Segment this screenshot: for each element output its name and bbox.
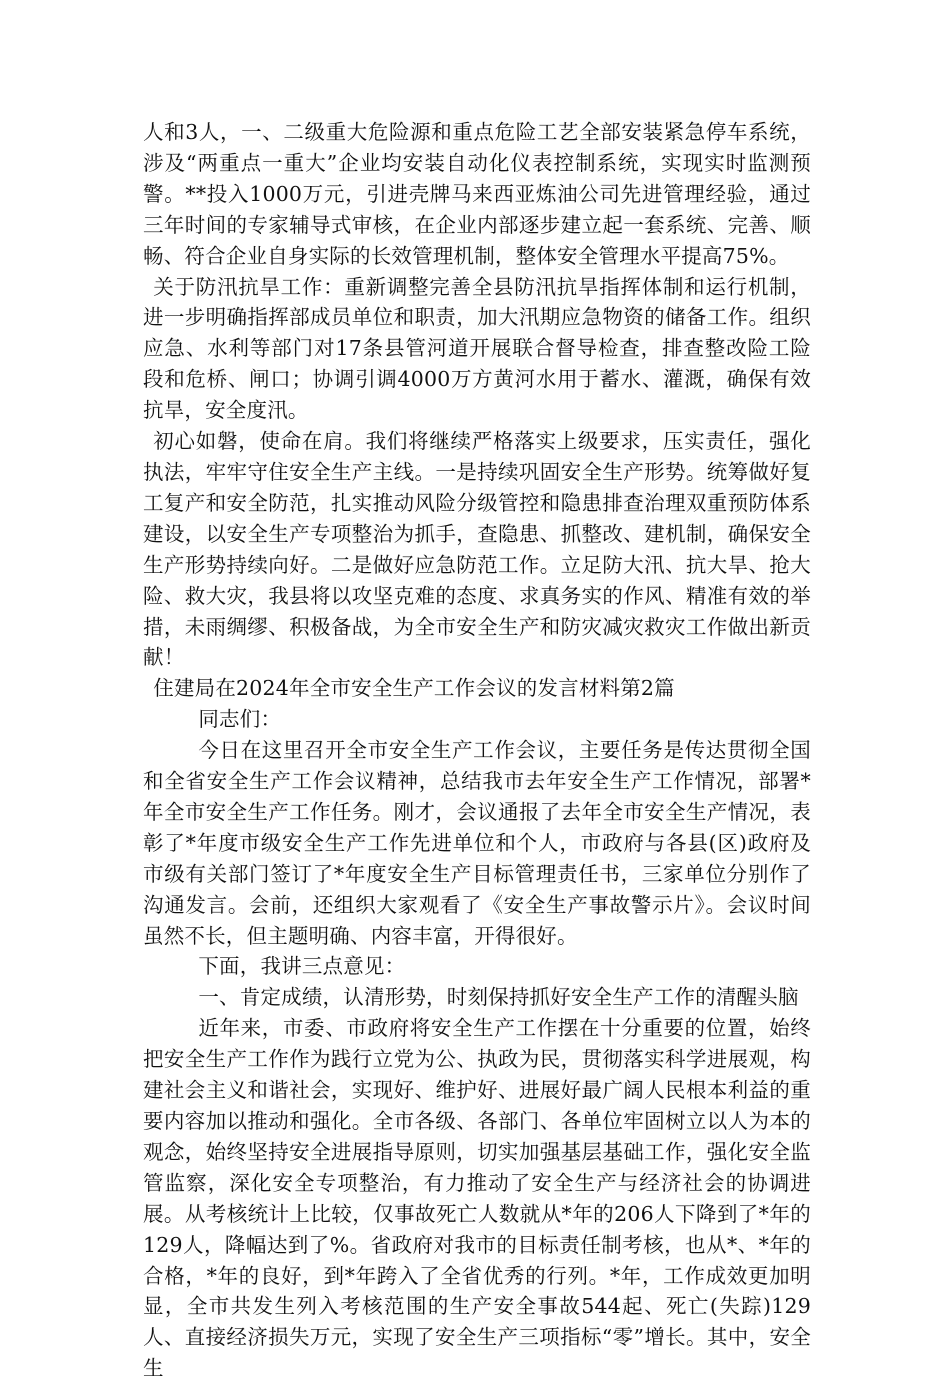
paragraph-mission: 初心如磐，使命在肩。我们将继续严格落实上级要求，压实责任，强化执法，牢牢守住安全生产主线。一是持续巩固安全生产形势。统筹做好复工复产和安全防范，扎实推动风险分级管控和隐患排查治理双重预防体系建设，以安全生产专项整治为抓手，查隐患、抓整改、建机制，确保安全生产形势持续向好。二是做好应急防范工作。立足防大汛、抗大旱、抢大险、救大灾，我县将以攻坚克难的态度、求真务实的作风、精准有效的举措，未雨绸缪、积极备战，为全市安全生产和防灾减灾救灾工作做出新贡献！	[143, 429, 811, 670]
heading-point-one: 一、肯定成绩，认清形势，时刻保持抓好安全生产工作的清醒头脑	[198, 985, 799, 1010]
document-body	[143, 117, 811, 1384]
paragraph-hazard-sources: 人和3人，一、二级重大危险源和重点危险工艺全部安装紧急停车系统，涉及“两重点一重大”企业均安装自动化仪表控制系统，实现实时监测预警。**投入1000万元，引进壳牌马来西亚炼油公司先进管理经验，通过三年时间的专家辅导式审核，在企业内部逐步建立起一套系统、完善、顺畅、符合企业自身实际的长效管理机制，整体安全管理水平提高75%。	[143, 120, 811, 268]
paragraph-flood-drought: 关于防汛抗旱工作：重新调整完善全县防汛抗旱指挥体制和运行机制，进一步明确指挥部成员单位和职责，加大汛期应急物资的储备工作。组织应急、水利等部门对17条县管河道开展联合督导检查，排查整改险工险段和危桥、闸口；协调引调4000万方黄河水用于蓄水、灌溉，确保有效抗旱，安全度汛。	[143, 274, 811, 423]
section-title: 住建局在2024年全市安全生产工作会议的发言材料第2篇	[153, 676, 675, 701]
salutation: 同志们：	[198, 707, 282, 732]
paragraph-achievements: 近年来，市委、市政府将安全生产工作摆在十分重要的位置，始终把安全生产工作作为践行立党为公、执政为民，贯彻落实科学进展观，构建社会主义和谐社会，实现好、维护好、进展好最广阔人民根本利益的重要内容加以推动和强化。全市各级、各部门、各单位牢固树立以人为本的观念，始终坚持安全进展指导原则，切实加强基层基础工作，强化安全监管监察，深化安全专项整治，有力推动了安全生产与经济社会的协调进展。从考核统计上比较，仅事故死亡人数就从*年的206人下降到了*年的129人，降幅达到了%。省政府对我市的目标责任制考核，也从*、*年的合格，*年的良好，到*年跨入了全省优秀的行列。*年，工作成效更加明显，全市共发生列入考核范围的生产安全事故544起、死亡(失踪)129人、直接经济损失万元，实现了安全生产三项指标“零”增长。其中，安全生	[143, 1016, 811, 1381]
paragraph-three-points: 下面，我讲三点意见：	[198, 954, 406, 979]
paragraph-meeting-intro: 今日在这里召开全市安全生产工作会议，主要任务是传达贯彻全国和全省安全生产工作会议精神，总结我市去年安全生产工作情况，部署*年全市安全生产工作任务。刚才，会议通报了去年全市安全生产情况，表彰了*年度市级安全生产工作先进单位和个人，市政府与各县(区)政府及市级有关部门签订了*年度安全生产目标管理责任书，三家单位分别作了沟通发言。会前，还组织大家观看了《安全生产事故警示片》。会议时间虽然不长，但主题明确、内容丰富，开得很好。	[143, 738, 811, 948]
